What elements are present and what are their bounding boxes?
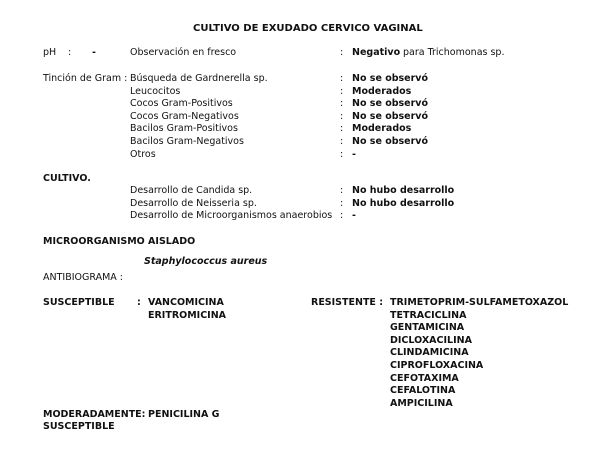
fresh-observation-label: Observación en fresco — [130, 47, 237, 58]
culture-names — [130, 185, 332, 223]
fresh-observation-suffix: para Trichomonas sp. — [403, 47, 505, 58]
gram-row-name: Cocos Gram-Positivos — [130, 98, 233, 110]
resistant-label: RESISTENTE : — [311, 297, 384, 308]
fresh-observation-result: Negativo — [352, 47, 401, 58]
moderately-susceptible-drug: PENICILINA G — [148, 409, 220, 420]
gram-row-name: Cocos Gram-Negativos — [130, 110, 239, 122]
gram-row-name: Bacilos Gram-Negativos — [130, 135, 244, 147]
gram-row-name: Leucocitos — [130, 85, 181, 97]
resistant-drug: CEFALOTINA — [390, 385, 456, 397]
culture-row-name: Desarrollo de Microorganismos anaerobios — [130, 210, 333, 222]
gram-row-colon: : — [340, 98, 344, 110]
gram-row-value: No se observó — [352, 73, 429, 84]
ph-value: - — [92, 47, 96, 58]
culture-row-colon: : — [340, 210, 344, 222]
gram-row-value: No se observó — [352, 110, 429, 122]
culture-heading: CULTIVO. — [43, 173, 91, 184]
resistant-drug: CLINDAMICINA — [390, 347, 469, 359]
gram-row-value: No se observó — [352, 98, 429, 110]
susceptible-list — [148, 297, 226, 322]
resistant-drug: GENTAMICINA — [390, 322, 465, 334]
gram-row-value: Moderados — [352, 85, 412, 97]
gram-row-name: Otros — [130, 148, 156, 160]
antibiogram-label: ANTIBIOGRAMA : — [43, 272, 123, 283]
gram-values — [352, 73, 428, 161]
culture-row-name: Desarrollo de Neisseria sp. — [130, 197, 257, 209]
culture-row-value: No hubo desarrollo — [352, 185, 455, 196]
gram-stain-label: Tinción de Gram : — [43, 73, 128, 84]
moderately-susceptible-label-2: SUSCEPTIBLE — [43, 421, 115, 432]
gram-row-colon: : — [340, 135, 344, 147]
resistant-drug: AMPICILINA — [390, 397, 453, 409]
gram-colons — [340, 73, 343, 161]
gram-row-colon: : — [340, 123, 344, 135]
moderately-susceptible-label: MODERADAMENTE: — [43, 409, 146, 420]
gram-names — [130, 73, 268, 161]
report-title: CULTIVO DE EXUDADO CERVICO VAGINAL — [193, 23, 423, 34]
fresh-observation-colon: : — [340, 47, 344, 58]
culture-colons — [340, 185, 343, 223]
resistant-drug: CIPROFLOXACINA — [390, 359, 484, 371]
susceptible-drug: ERITROMICINA — [148, 309, 227, 321]
resistant-list — [390, 297, 568, 410]
culture-row-value: No hubo desarrollo — [352, 197, 455, 209]
resistant-drug: TRIMETOPRIM-SULFAMETOXAZOL — [390, 297, 569, 308]
culture-row-value: - — [352, 210, 356, 222]
gram-row-colon: : — [340, 110, 344, 122]
ph-colon: : — [68, 47, 72, 58]
gram-row-value: Moderados — [352, 123, 412, 135]
culture-row-colon: : — [340, 185, 344, 196]
gram-row-colon: : — [340, 85, 344, 97]
gram-row-value: No se observó — [352, 135, 429, 147]
gram-row-name: Búsqueda de Gardnerella sp. — [130, 73, 268, 84]
resistant-drug: TETRACICLINA — [390, 309, 467, 321]
ph-label: pH — [43, 47, 57, 58]
gram-row-value: - — [352, 148, 356, 160]
gram-row-colon: : — [340, 73, 344, 84]
susceptible-colon: : — [137, 297, 141, 308]
culture-row-name: Desarrollo de Candida sp. — [130, 185, 253, 196]
gram-row-colon: : — [340, 148, 344, 160]
gram-row-name: Bacilos Gram-Positivos — [130, 123, 238, 135]
susceptible-drug: VANCOMICINA — [148, 297, 224, 308]
isolated-organism-name: Staphylococcus aureus — [144, 256, 268, 267]
susceptible-label: SUSCEPTIBLE — [43, 297, 115, 308]
resistant-drug: CEFOTAXIMA — [390, 372, 459, 384]
culture-row-colon: : — [340, 197, 344, 209]
resistant-drug: DICLOXACILINA — [390, 334, 472, 346]
isolated-organism-heading: MICROORGANISMO AISLADO — [43, 236, 196, 247]
culture-values — [352, 185, 454, 223]
